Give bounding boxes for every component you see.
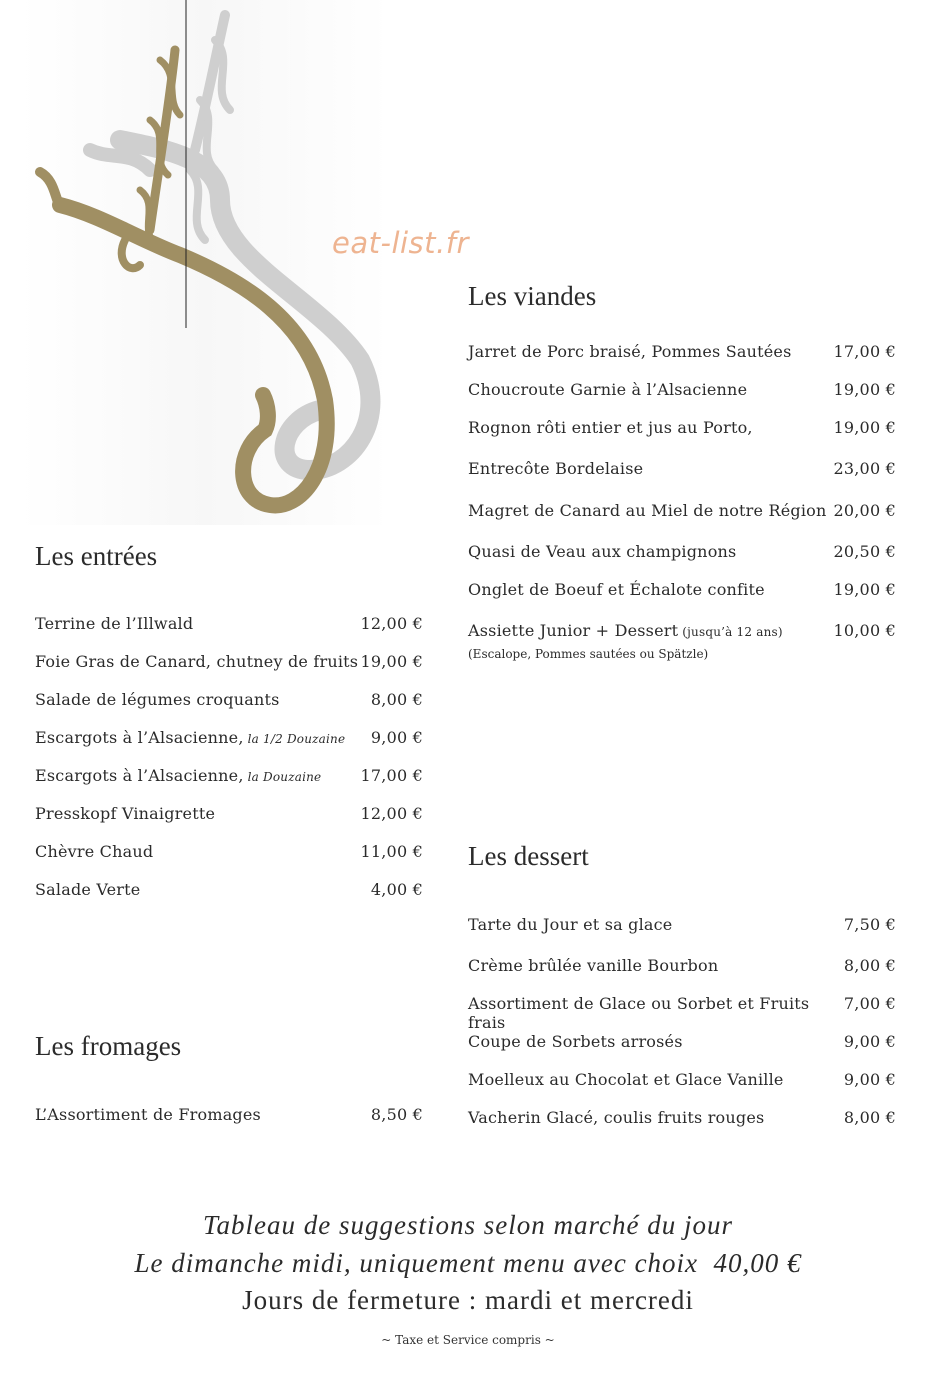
item-price: 19,00 € bbox=[833, 580, 896, 599]
menu-item bbox=[468, 418, 896, 437]
item-name: Escargots à l’Alsacienne, bbox=[35, 728, 244, 747]
item-price: 9,00 € bbox=[843, 1032, 896, 1051]
menu-item bbox=[35, 842, 423, 861]
menu-item bbox=[35, 652, 423, 671]
item-price: 19,00 € bbox=[360, 652, 423, 671]
item-price: 8,50 € bbox=[370, 1105, 423, 1124]
menu-item bbox=[35, 804, 423, 823]
menu-item bbox=[468, 994, 896, 1032]
item-price: 8,00 € bbox=[843, 956, 896, 975]
item-price: 9,00 € bbox=[370, 728, 423, 747]
item-price: 8,00 € bbox=[370, 690, 423, 709]
item-name: Magret de Canard au Miel de notre Région bbox=[468, 501, 827, 520]
item-price: 12,00 € bbox=[360, 804, 423, 823]
footer-closing-days: Jours de fermeture : mardi et mercredi bbox=[242, 1285, 694, 1315]
item-price: 19,00 € bbox=[833, 418, 896, 437]
menu-item bbox=[468, 1032, 896, 1051]
item-price: 23,00 € bbox=[833, 459, 896, 478]
item-name: Escargots à l’Alsacienne, bbox=[35, 766, 244, 785]
item-name: Assortiment de Glace ou Sorbet et Fruits frais bbox=[468, 994, 810, 1032]
item-price: 20,00 € bbox=[833, 501, 896, 520]
footer-sunday-menu: Le dimanche midi, uniquement menu avec choix 40,00 € bbox=[134, 1248, 802, 1278]
item-price: 10,00 € bbox=[833, 621, 896, 640]
menu-item bbox=[35, 1105, 423, 1124]
item-portion-note: la Douzaine bbox=[247, 770, 322, 784]
tax-service-note: ~ Taxe et Service compris ~ bbox=[381, 1333, 555, 1347]
item-name: Vacherin Glacé, coulis fruits rouges bbox=[468, 1108, 765, 1127]
item-name: Coupe de Sorbets arrosés bbox=[468, 1032, 683, 1051]
item-name: Onglet de Boeuf et Échalote confite bbox=[468, 580, 765, 599]
item-price: 8,00 € bbox=[843, 1108, 896, 1127]
menu-item bbox=[468, 459, 896, 478]
restaurant-logo bbox=[20, 0, 390, 525]
menu-item bbox=[35, 728, 423, 747]
item-name: Salade de légumes croquants bbox=[35, 690, 280, 709]
item-name: Salade Verte bbox=[35, 880, 141, 899]
item-name: Choucroute Garnie à l’Alsacienne bbox=[468, 380, 748, 399]
item-price: 19,00 € bbox=[833, 380, 896, 399]
menu-item bbox=[468, 542, 896, 561]
item-price: 7,00 € bbox=[843, 994, 896, 1013]
menu-item bbox=[35, 766, 423, 785]
footer-suggestions: Tableau de suggestions selon marché du jour bbox=[203, 1210, 733, 1240]
item-price: 20,50 € bbox=[833, 542, 896, 561]
logo-calligraphy-icon bbox=[20, 0, 390, 525]
item-name: Entrecôte Bordelaise bbox=[468, 459, 644, 478]
menu-item bbox=[35, 614, 423, 633]
menu-item bbox=[35, 690, 423, 709]
menu-item bbox=[468, 342, 896, 361]
item-name: Presskopf Vinaigrette bbox=[35, 804, 216, 823]
item-name: Assiette Junior + Dessert bbox=[468, 621, 679, 640]
section-title-viandes: Les viandes bbox=[468, 281, 597, 311]
item-name: Moelleux au Chocolat et Glace Vanille bbox=[468, 1070, 784, 1089]
menu-item bbox=[468, 1108, 896, 1127]
menu-item bbox=[468, 1070, 896, 1089]
item-name: Jarret de Porc braisé, Pommes Sautées bbox=[468, 342, 792, 361]
item-name: Foie Gras de Canard, chutney de fruits bbox=[35, 652, 359, 671]
section-title-fromages: Les fromages bbox=[35, 1031, 182, 1061]
item-name: Quasi de Veau aux champignons bbox=[468, 542, 737, 561]
item-price: 9,00 € bbox=[843, 1070, 896, 1089]
item-name: Tarte du Jour et sa glace bbox=[468, 915, 673, 934]
item-name: Crème brûlée vanille Bourbon bbox=[468, 956, 719, 975]
section-title-dessert: Les dessert bbox=[468, 841, 589, 871]
menu-item bbox=[35, 880, 423, 899]
item-portion-note: la 1/2 Douzaine bbox=[247, 732, 346, 746]
menu-item bbox=[468, 580, 896, 599]
item-name: Rognon rôti entier et jus au Porto, bbox=[468, 418, 753, 437]
item-name: L’Assortiment de Fromages bbox=[35, 1105, 261, 1124]
item-name: Terrine de l’Illwald bbox=[35, 614, 194, 633]
item-price: 12,00 € bbox=[360, 614, 423, 633]
watermark-text: eat-list.fr bbox=[332, 226, 469, 260]
menu-item bbox=[468, 501, 896, 520]
item-price: 7,50 € bbox=[843, 915, 896, 934]
item-age-note: (jusqu’à 12 ans) bbox=[682, 625, 783, 639]
menu-item bbox=[468, 380, 896, 399]
item-price: 17,00 € bbox=[833, 342, 896, 361]
item-name: Chèvre Chaud bbox=[35, 842, 154, 861]
item-price: 17,00 € bbox=[360, 766, 423, 785]
junior-subline: (Escalope, Pommes sautées ou Spätzle) bbox=[468, 647, 709, 661]
item-price: 4,00 € bbox=[370, 880, 423, 899]
menu-item bbox=[468, 621, 896, 640]
item-price: 11,00 € bbox=[360, 842, 423, 861]
section-title-entrees: Les entrées bbox=[35, 541, 158, 571]
menu-item bbox=[468, 915, 896, 934]
menu-item bbox=[468, 956, 896, 975]
